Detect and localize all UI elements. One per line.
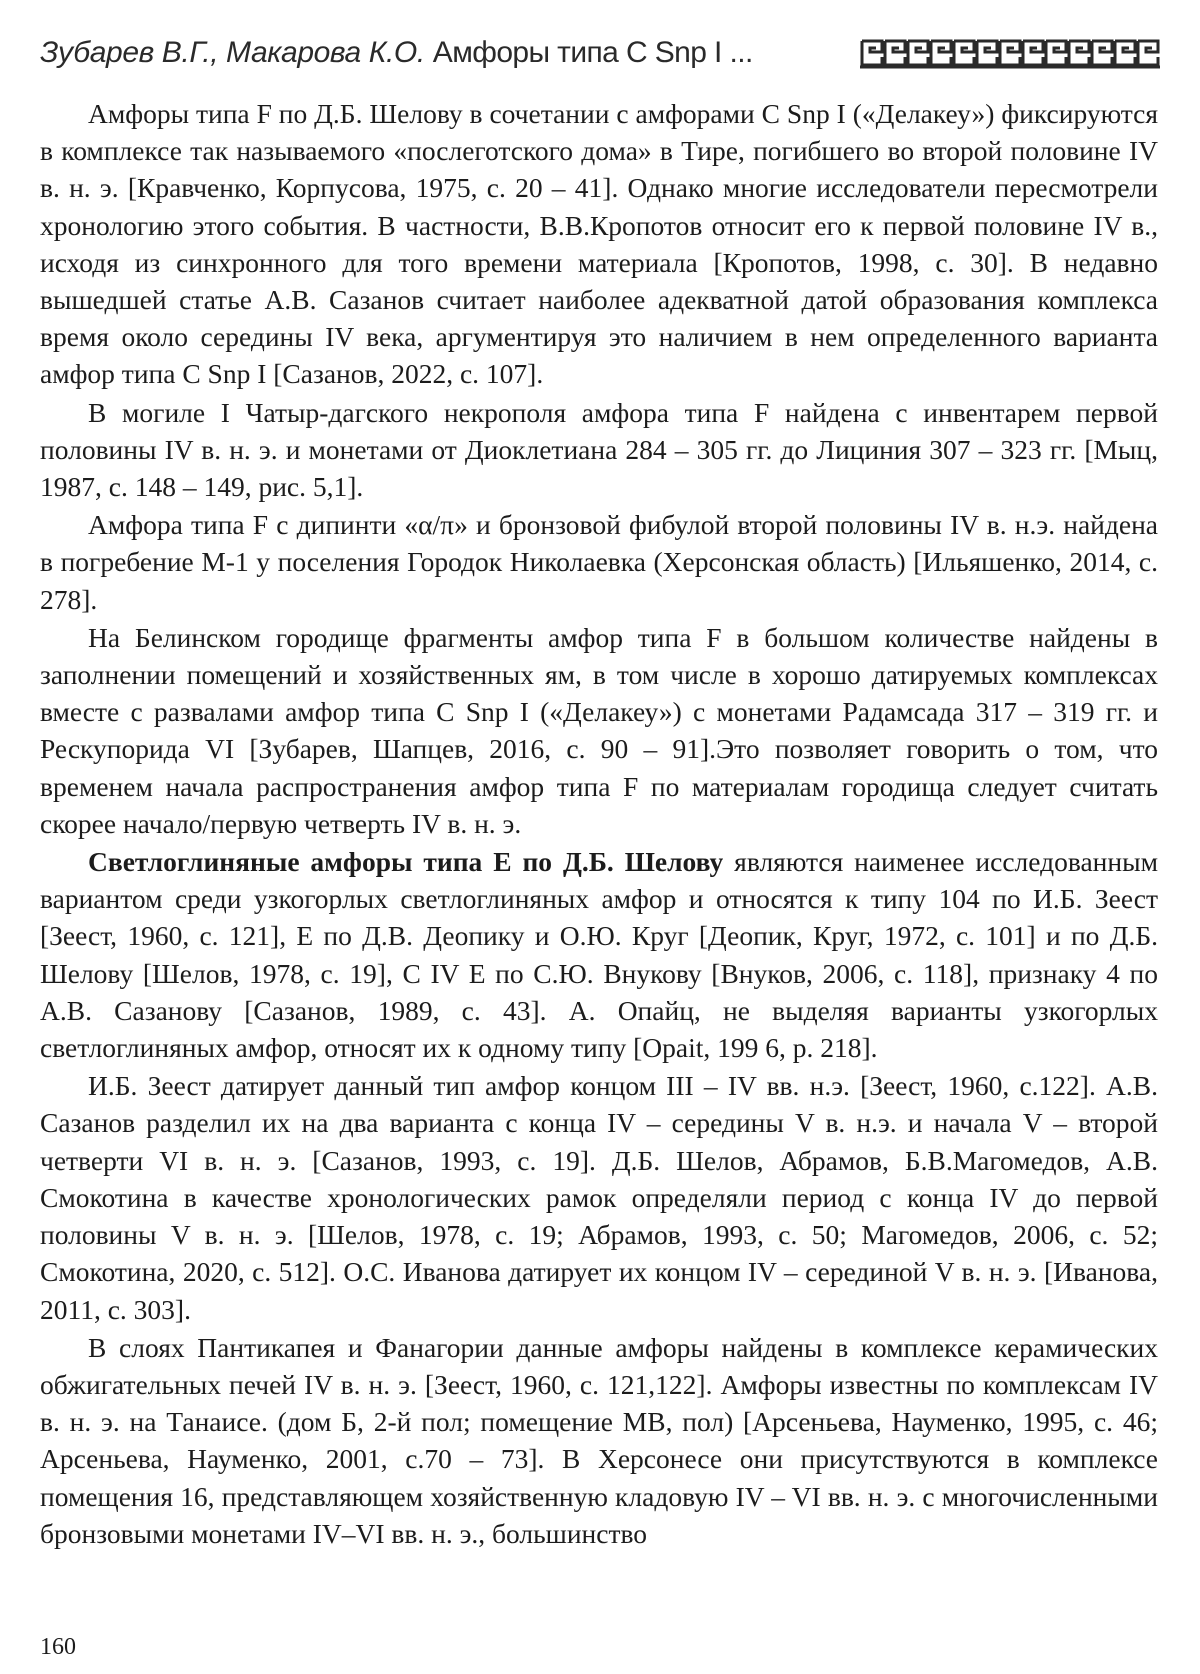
meander-unit — [885, 41, 905, 65]
paragraph-5 — [40, 843, 1158, 1066]
paragraph-3 — [40, 506, 1158, 618]
paragraph-7-text: В слоях Пантикапея и Фанагории данные амфоры найдены в комплексе керамических обжигательных печей IV в. н. э. [Зеест, 1960, с. 121,122]. Амфоры известны по комплексам IV в. н. э. на Танаисе. (дом Б, 2-й пол; помещение МВ, пол) [Арсеньева, Науменко, 1995, с. 46; Арсеньева, Науменко, 2001, с.70 – 73]. В Херсонесе они присутствуются в комплексе помещения 16, представляющем хозяйственную кладовую IV – VI вв. н. э. с многочисленными бронзовыми монетами IV–VI вв. н. э., большинство — [40, 1331, 1158, 1549]
section-heading-type-e: Светлоглиняные амфоры типа Е по Д.Б. Шелову — [88, 846, 724, 878]
meander-unit — [1092, 41, 1112, 65]
page-number: 160 — [40, 1634, 76, 1660]
article-body — [40, 95, 1158, 1552]
paragraph-7 — [40, 1329, 1158, 1552]
header-title: Амфоры типа С Snp I ... — [432, 36, 753, 69]
meander-unit — [1069, 41, 1089, 65]
paragraph-6-text: И.Б. Зеест датирует данный тип амфор концом III – IV вв. н.э. [Зеест, 1960, с.122]. А.В. Сазанов разделил их на два варианта с конца IV – середины V в. н.э. и начала V – второй четверти VI в. н. э. [Сазанов, 1993, с. 19]. Д.Б. Шелов, Абрамов, Б.В.Магомедов, А.В. Смокотина в качестве хронологических рамок определяли период с конца IV до первой половины V в. н. э. [Шелов, 1978, с. 19; Абрамов, 1993, с. 50; Магомедов, 2006, с. 52; Смокотина, 2020, с. 512]. О.С. Иванова датирует их концом IV – серединой V в. н. э. [Иванова, 2011, с. 303]. — [40, 1070, 1158, 1325]
meander-unit — [1138, 41, 1158, 65]
paragraph-3-text: Амфора типа F с дипинти «α/π» и бронзовой фибулой второй половины IV в. н.э. найдена в погребение М-1 у поселения Городок Николаевка (Херсонская область) [Ильяшенко, 2014, с. 278]. — [40, 509, 1158, 615]
meander-unit — [954, 41, 974, 65]
paragraph-4-text: На Белинском городище фрагменты амфор типа F в большом количестве найдены в заполнении помещений и хозяйственных ям, в том числе в хорошо датируемых комплексах вместе с развалами амфор типа С Snp I («Делакеу») с монетами Радамсада 317 – 319 гг. и Рескупорида VI [Зубарев, Шапцев, 2016, с. 90 – 91].Это позволяет говорить о том, что временем начала распространения амфор типа F по материалам городища следует считать скорее начало/первую четверть IV в. н. э. — [40, 621, 1158, 839]
paragraph-4 — [40, 619, 1158, 842]
paragraph-1-text: Амфоры типа F по Д.Б. Шелову в сочетании с амфорами С Snp I («Делакеу») фиксируются в комплексе так называемого «послеготского дома» в Тире, погибшего во второй половине IV в. н. э. [Кравченко, Корпусова, 1975, с. 20 – 41]. Однако многие исследователи пересмотрели хронологию этого события. В частности, В.В.Кропотов относит его к первой половине IV в., исходя из синхронного для того времени материала [Кропотов, 1998, с. 30]. В недавно вышедшей статье А.В. Сазанов считает наиболее адекватной датой образования комплекса время около середины IV века, аргументируя это наличием в нем определенного варианта амфор типа С Snp I [Сазанов, 2022, с. 107]. — [40, 98, 1158, 390]
meander-unit — [862, 41, 882, 65]
meander-unit — [1000, 41, 1020, 65]
meander-unit — [1115, 41, 1135, 65]
meander-unit — [931, 41, 951, 65]
paragraph-5-text: являются наименее исследованным вариантом среди узкогорлых светлоглиняных амфор и относятся к типу 104 по И.Б. Зеест [Зеест, 1960, с. 121], Е по Д.В. Деопику и О.Ю. Круг [Деопик, Круг, 1972, с. 101] и по Д.Б. Шелову [Шелов, 1978, с. 19], С IV Е по С.Ю. Внукову [Внуков, 2006, с. 118], признаку 4 по А.В. Сазанову [Сазанов, 1989, с. 43]. А. Опайц, не выделяя варианты узкогорлых светлоглиняных амфор, относят их к одному типу [Opait, 199 6, p. 218]. — [40, 846, 1158, 1064]
paragraph-2 — [40, 394, 1158, 506]
greek-meander-ornament-icon — [860, 37, 1160, 69]
meander-unit — [977, 41, 997, 65]
paragraph-1 — [40, 95, 1158, 393]
running-header — [40, 30, 1160, 76]
meander-unit — [1023, 41, 1043, 65]
meander-unit — [1046, 41, 1066, 65]
header-authors: Зубарев В.Г., Макарова К.О. — [40, 36, 425, 69]
meander-unit — [908, 41, 928, 65]
paragraph-6 — [40, 1067, 1158, 1327]
paragraph-2-text: В могиле I Чатыр-дагского некрополя амфора типа F найдена с инвентарем первой половины IV в. н. э. и монетами от Диоклетиана 284 – 305 гг. до Лициния 307 – 323 гг. [Мыц, 1987, с. 148 – 149, рис. 5,1]. — [40, 396, 1158, 503]
